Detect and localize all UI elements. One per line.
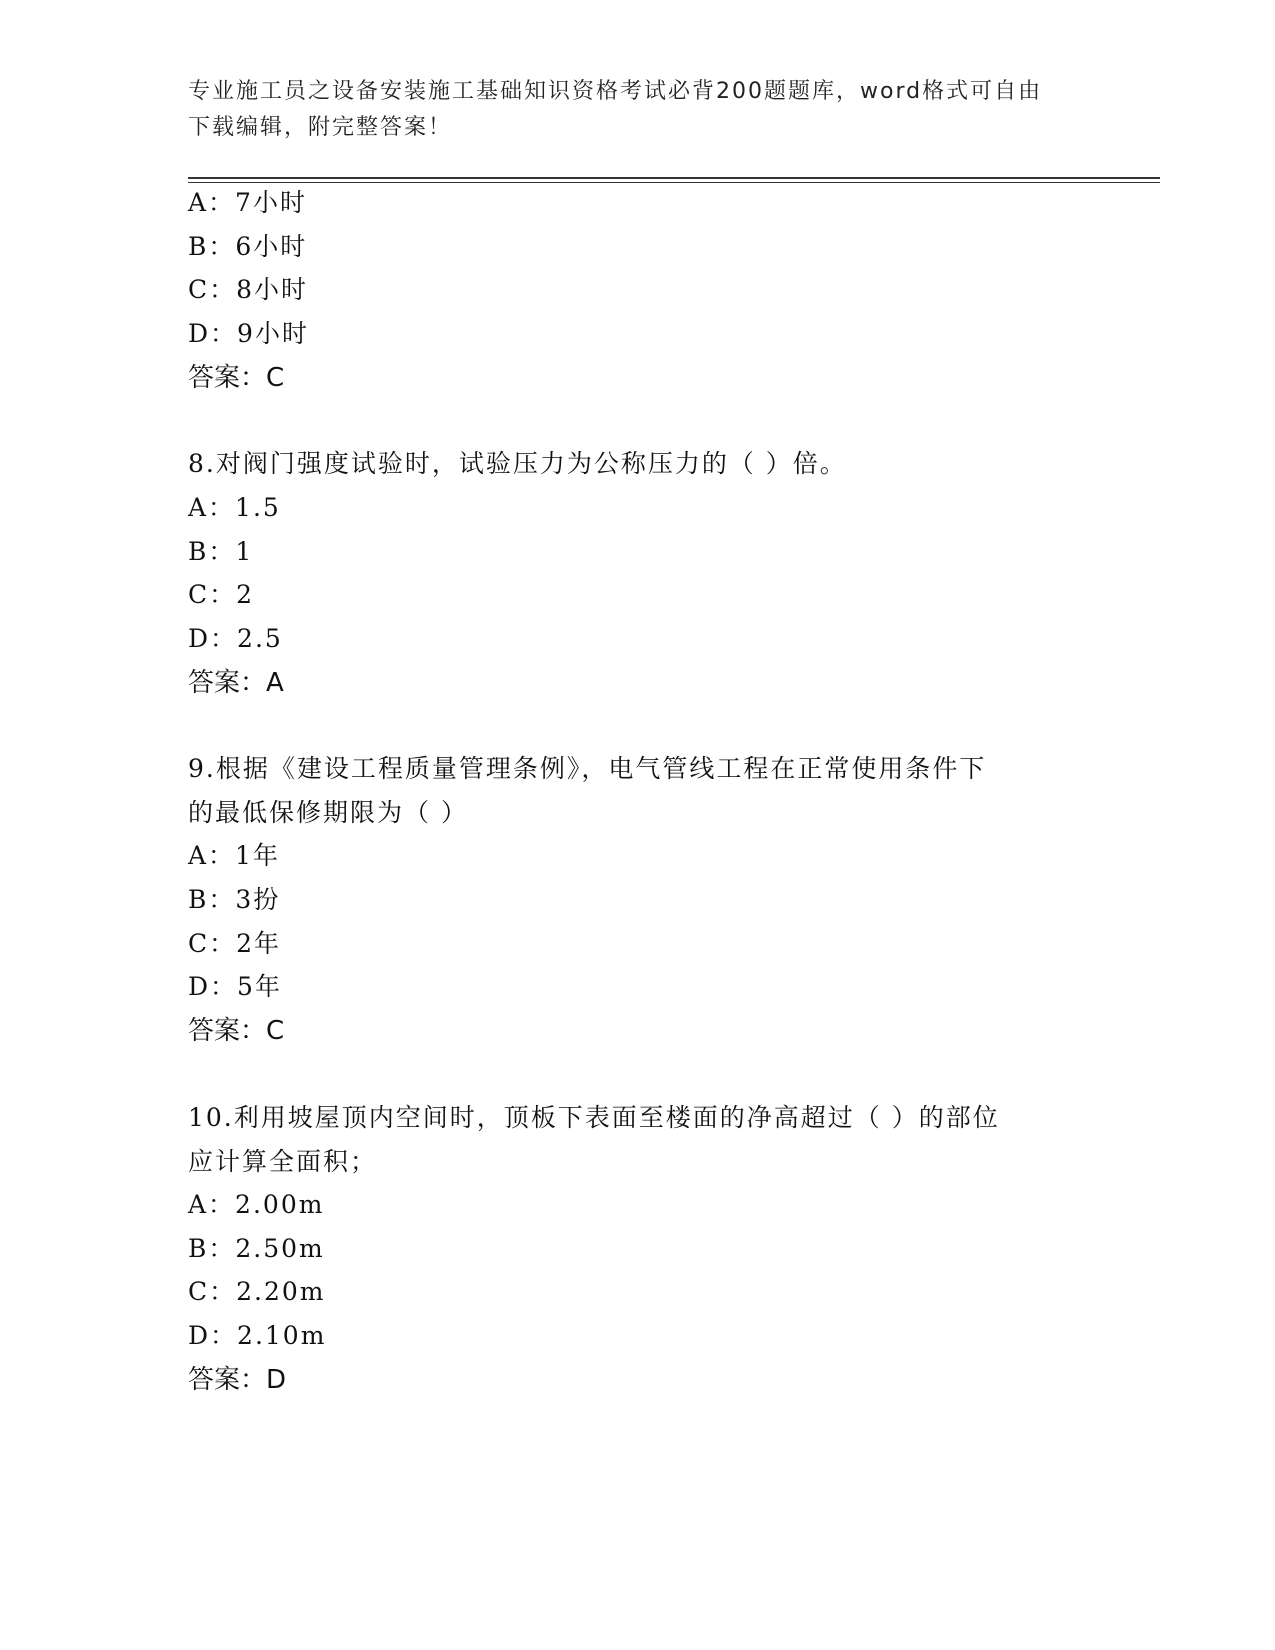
q9-option-c: C：2年: [188, 929, 282, 958]
q9-option-d: D：5年: [188, 972, 282, 1001]
q7-option-c: C：8小时: [188, 275, 309, 304]
q9-option-b: B：3扮: [188, 885, 281, 914]
q10-option-d: D：2.10m: [188, 1321, 327, 1350]
header-rule-thin: [188, 182, 1160, 183]
q10-stem-line-2: 应计算全面积；: [188, 1147, 378, 1176]
q10-stem-line-1: 10.利用坡屋顶内空间时，顶板下表面至楼面的净高超过（ ）的部位: [188, 1103, 1000, 1132]
q8-option-a: A：1.5: [188, 493, 281, 522]
header-rule-thick: [188, 177, 1160, 179]
q9-option-a: A：1年: [188, 841, 280, 870]
q10-option-a: A：2.00m: [188, 1190, 325, 1219]
q7-option-a: A：7小时: [188, 188, 307, 217]
q7-option-d: D：9小时: [188, 319, 309, 348]
q7-answer: 答案：C: [188, 363, 285, 393]
q8-answer: 答案：A: [188, 668, 284, 698]
q10-answer: 答案：D: [188, 1365, 287, 1395]
header-line-2: 下载编辑，附完整答案！: [188, 115, 453, 140]
q8-option-b: B：1: [188, 537, 254, 566]
q9-stem-line-2: 的最低保修期限为（ ）: [188, 798, 468, 827]
q9-answer: 答案：C: [188, 1016, 285, 1046]
q10-option-c: C：2.20m: [188, 1277, 326, 1306]
q8-stem: 8.对阀门强度试验时，试验压力为公称压力的（ ）倍。: [188, 449, 847, 478]
q7-option-b: B：6小时: [188, 232, 308, 261]
q10-option-b: B：2.50m: [188, 1234, 325, 1263]
document-header: [188, 74, 1088, 146]
q9-stem-line-1: 9.根据《建设工程质量管理条例》，电气管线工程在正常使用条件下: [188, 754, 987, 783]
q8-option-c: C：2: [188, 580, 255, 609]
header-line-1: 专业施工员之设备安装施工基础知识资格考试必背200题题库，word格式可自由: [188, 79, 1043, 104]
q8-option-d: D：2.5: [188, 624, 283, 653]
